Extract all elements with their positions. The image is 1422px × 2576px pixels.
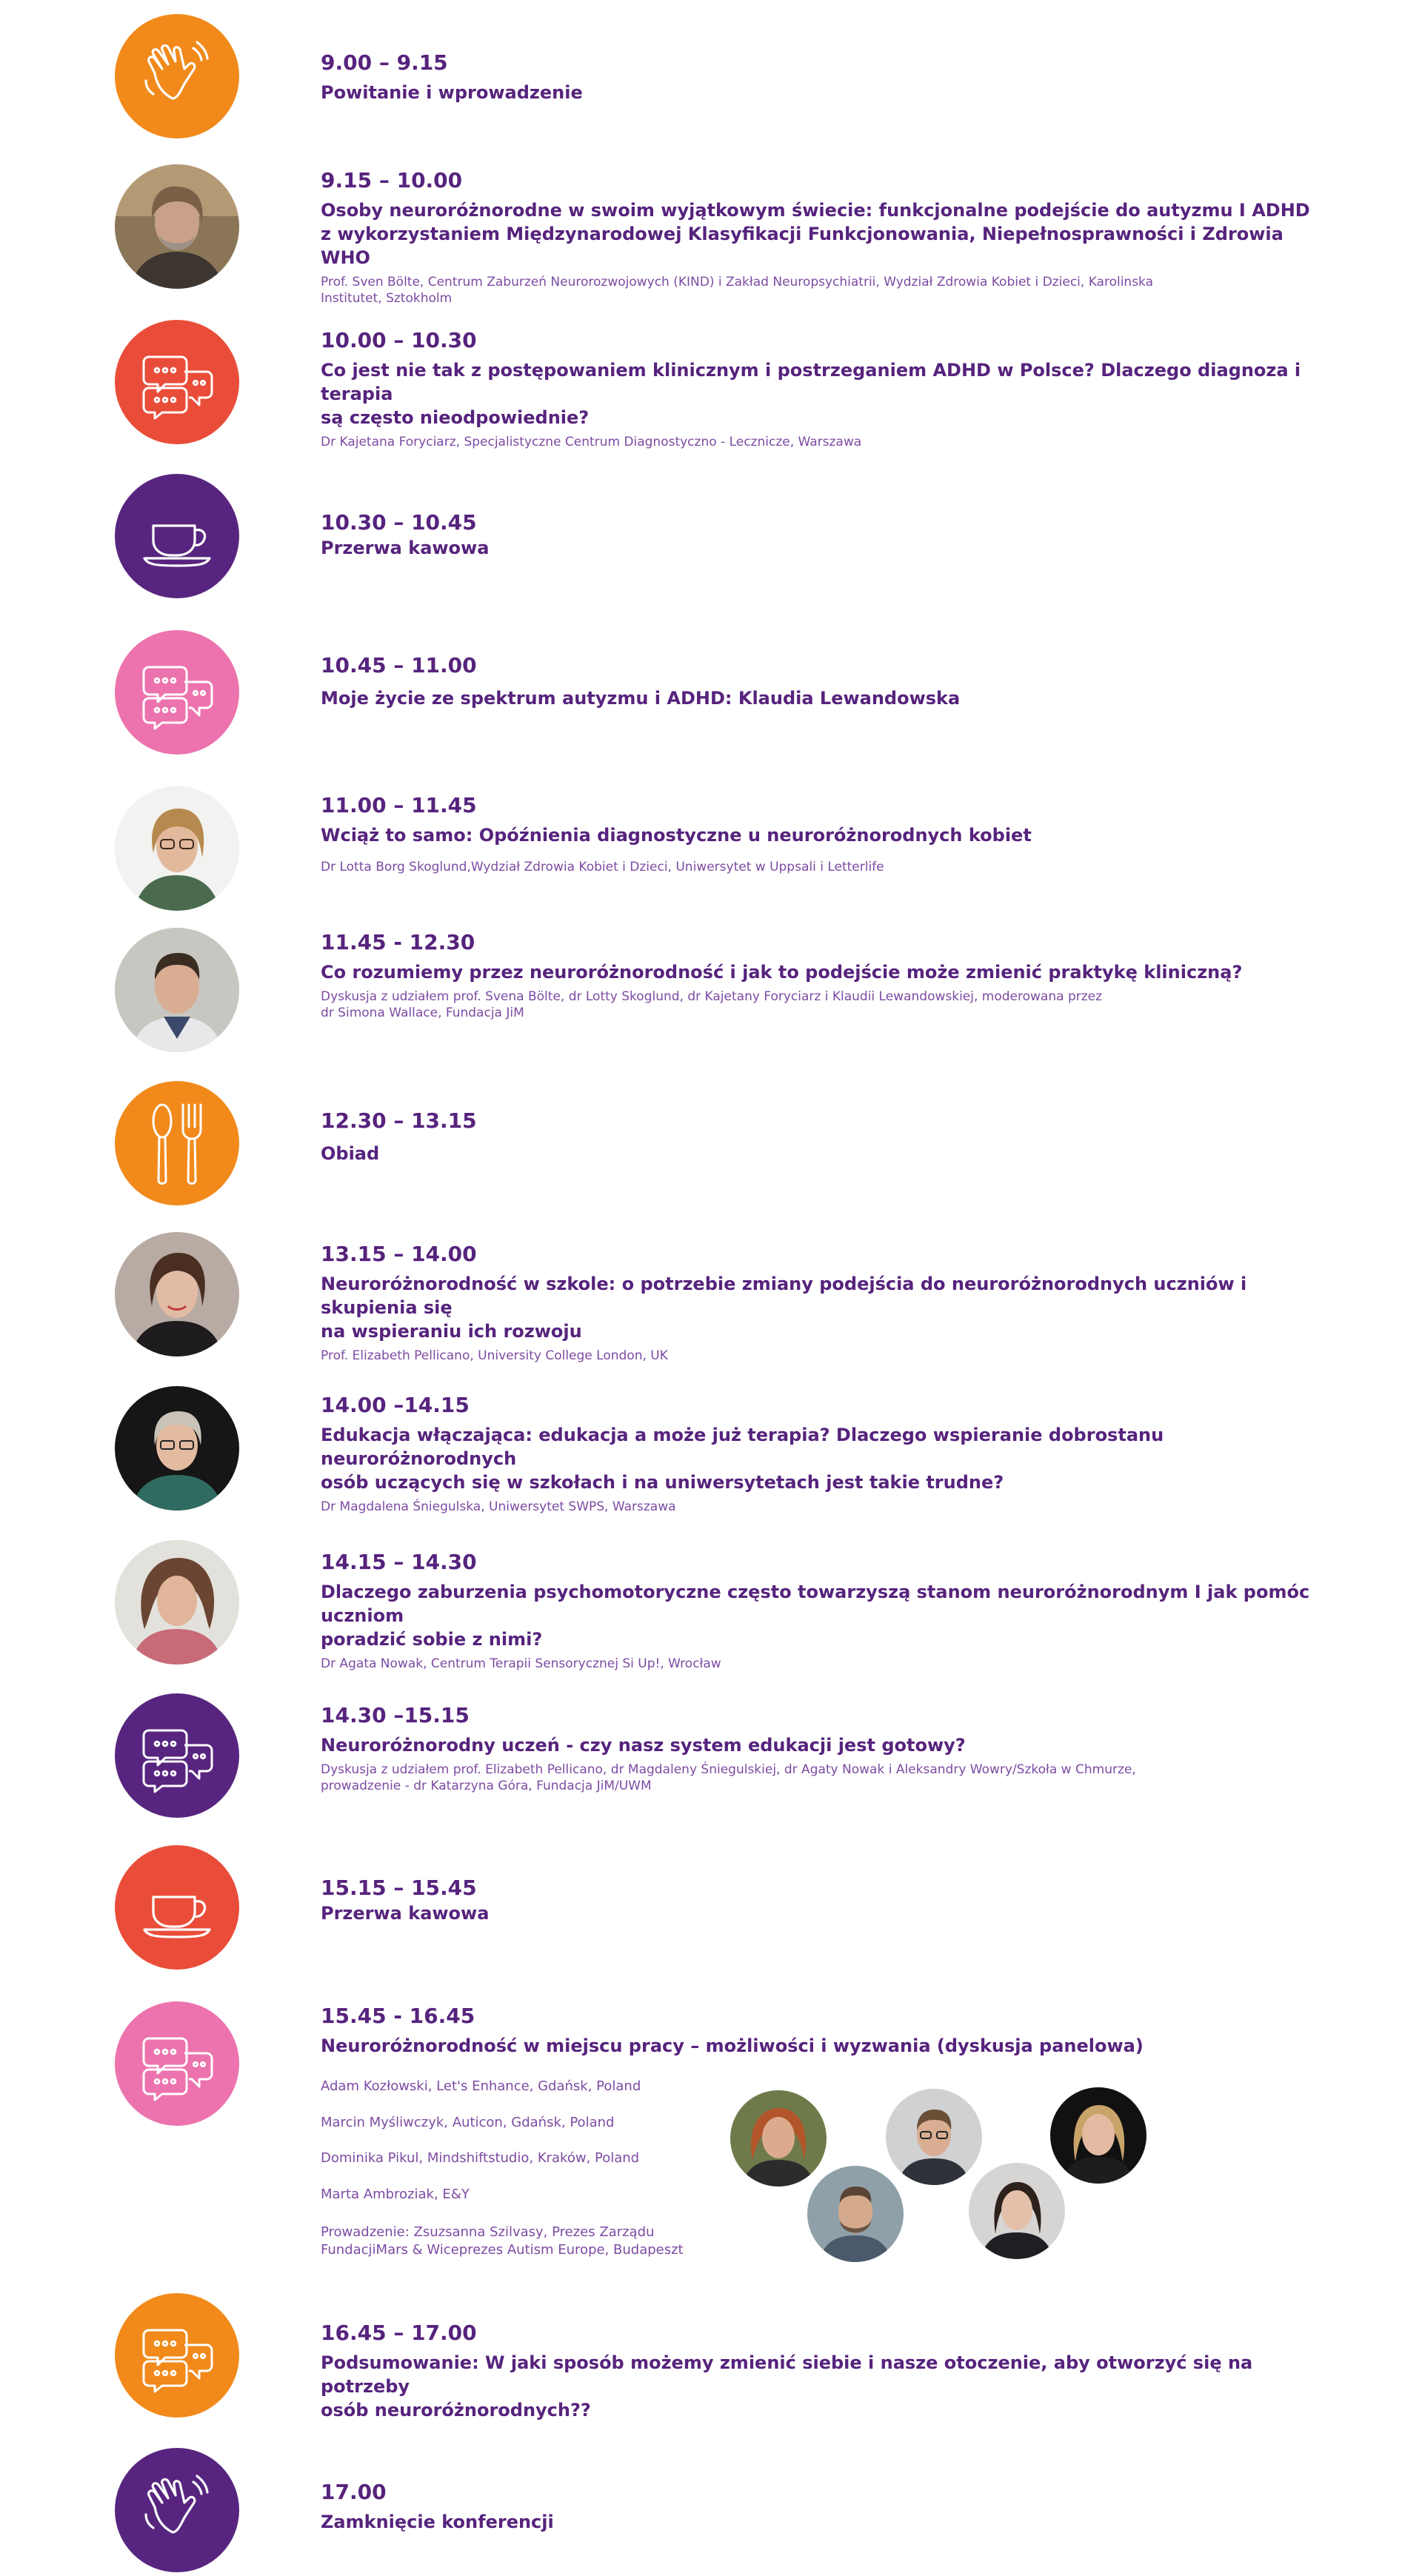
session-time: 11.45 - 12.30 bbox=[321, 930, 475, 954]
chat-bubbles-icon bbox=[115, 2001, 239, 2126]
speaker-photo-sven-boelte bbox=[115, 164, 239, 289]
moderator-line-2: FundacjiMars & Wiceprezes Autism Europe, Budapeszt bbox=[321, 2242, 684, 2258]
session-time: 17.00 bbox=[321, 2480, 387, 2504]
session-time: 14.30 –15.15 bbox=[321, 1703, 470, 1727]
session-speaker: Prof. Elizabeth Pellicano, University College London, UK bbox=[321, 1348, 668, 1363]
session-coffee-break-2 bbox=[0, 1845, 1422, 1970]
session-title: Powitanie i wprowadzenie bbox=[321, 82, 583, 103]
session-title: Moje życie ze spektrum autyzmu i ADHD: Klaudia Lewandowska bbox=[321, 688, 961, 709]
speaker-photo-magdalena-sniegulska bbox=[115, 1386, 239, 1511]
panelist-photo bbox=[886, 2089, 982, 2185]
speaker-photo-simon-wallace bbox=[115, 928, 239, 1052]
session-speaker-line-1: Dyskusja z udziałem prof. Svena Bölte, dr Lotty Skoglund, dr Kajetany Foryciarz i Klaudii Lewandowskiej, moderowana przez bbox=[321, 989, 1103, 1004]
session-time: 13.15 – 14.00 bbox=[321, 1242, 477, 1266]
moderator-line-1: Prowadzenie: Zsuzsanna Szilvasy, Prezes Zarządu bbox=[321, 2224, 655, 2240]
session-time: 14.00 –14.15 bbox=[321, 1393, 470, 1417]
session-time: 10.45 – 11.00 bbox=[321, 653, 477, 678]
cutlery-icon bbox=[115, 1081, 239, 1205]
panelist-name: Adam Kozłowski, Let's Enhance, Gdańsk, Poland bbox=[321, 2078, 641, 2094]
session-summary bbox=[0, 2293, 1422, 2421]
session-title-line-1: Podsumowanie: W jaki sposób możemy zmienić siebie i nasze otoczenie, aby otworzyć się na potrzeby bbox=[321, 2352, 1253, 2397]
chat-bubbles-icon bbox=[115, 1693, 239, 1818]
session-time: 9.00 – 9.15 bbox=[321, 50, 448, 75]
session-title: Neuroróżnorodność w miejscu pracy – możliwości i wyzwania (dyskusja panelowa) bbox=[321, 2035, 1144, 2056]
session-education-discussion bbox=[0, 1693, 1422, 1818]
hand-wave-icon bbox=[115, 2448, 239, 2572]
session-time: 16.45 – 17.00 bbox=[321, 2321, 477, 2345]
speaker-photo-agata-nowak bbox=[115, 1540, 239, 1665]
session-title-line-2: na wspieraniu ich rozwoju bbox=[321, 1321, 582, 1342]
session-speaker: Dr Magdalena Śniegulska, Uniwersytet SWPS, Warszawa bbox=[321, 1499, 676, 1514]
session-title-line-2: są często nieodpowiednie? bbox=[321, 407, 590, 428]
session-welcome bbox=[0, 14, 1422, 138]
speaker-photo-lotta-borg-skoglund bbox=[115, 786, 239, 911]
session-time: 14.15 – 14.30 bbox=[321, 1550, 477, 1574]
coffee-cup-icon bbox=[115, 1845, 239, 1970]
session-speaker-line-2: Institutet, Sztokholm bbox=[321, 291, 453, 306]
session-skoglund bbox=[0, 786, 1422, 908]
session-workplace-panel bbox=[0, 2001, 1422, 2268]
session-title-line-2: osób neuroróżnorodnych?? bbox=[321, 2400, 591, 2421]
session-time: 10.00 – 10.30 bbox=[321, 328, 477, 352]
session-speaker: Dr Lotta Borg Skoglund,Wydział Zdrowia Kobiet i Dzieci, Uniwersytet w Uppsali i Letterlife bbox=[321, 860, 884, 874]
chat-bubbles-icon bbox=[115, 2293, 239, 2418]
session-title: Neuroróżnorodny uczeń - czy nasz system edukacji jest gotowy? bbox=[321, 1735, 966, 1756]
session-time: 9.15 – 10.00 bbox=[321, 168, 463, 193]
session-speaker-line-2: dr Simona Wallace, Fundacja JiM bbox=[321, 1006, 524, 1020]
session-boelte bbox=[0, 164, 1422, 306]
session-lewandowska bbox=[0, 630, 1422, 756]
session-pellicano bbox=[0, 1232, 1422, 1363]
panelist-photo bbox=[969, 2163, 1065, 2259]
session-title: Przerwa kawowa bbox=[321, 538, 490, 558]
session-title-line-2: osób uczących się w szkołach i na uniwersytetach jest takie trudne? bbox=[321, 1472, 1004, 1493]
session-title-line-2: poradzić sobie z nimi? bbox=[321, 1629, 543, 1650]
session-time: 15.15 – 15.45 bbox=[321, 1876, 477, 1900]
session-coffee-break-1 bbox=[0, 474, 1422, 598]
session-title-line-1: Co jest nie tak z postępowaniem klinicznym i postrzeganiem ADHD w Polsce? Dlaczego diagnoza i terapia bbox=[321, 360, 1301, 404]
speaker-photo-elizabeth-pellicano bbox=[115, 1232, 239, 1356]
session-title-line-1: Osoby neuroróżnorodne w swoim wyjątkowym świecie: funkcjonalne podejście do autyzmu I ADHD bbox=[321, 200, 1310, 221]
session-time: 11.00 – 11.45 bbox=[321, 793, 477, 817]
coffee-cup-icon bbox=[115, 474, 239, 598]
panelist-name: Marta Ambroziak, E&Y bbox=[321, 2187, 470, 2202]
session-speaker: Dr Agata Nowak, Centrum Terapii Sensorycznej Si Up!, Wrocław bbox=[321, 1656, 721, 1671]
session-nowak bbox=[0, 1540, 1422, 1671]
session-speaker-line-2: prowadzenie - dr Katarzyna Góra, Fundacja JiM/UWM bbox=[321, 1779, 652, 1793]
session-time: 15.45 - 16.45 bbox=[321, 2004, 475, 2028]
session-time: 12.30 – 13.15 bbox=[321, 1108, 477, 1133]
session-title: Obiad bbox=[321, 1143, 380, 1164]
session-title: Przerwa kawowa bbox=[321, 1903, 490, 1924]
session-title: Wciąż to samo: Opóźnienia diagnostyczne u neuroróżnorodnych kobiet bbox=[321, 825, 1032, 846]
chat-bubbles-icon bbox=[115, 630, 239, 755]
session-title: Zamknięcie konferencji bbox=[321, 2512, 554, 2532]
panelist-name: Marcin Myśliwczyk, Auticon, Gdańsk, Poland bbox=[321, 2115, 615, 2130]
session-title: Co rozumiemy przez neuroróżnorodność i jak to podejście może zmienić praktykę kliniczną? bbox=[321, 962, 1243, 983]
session-title-line-1: Dlaczego zaburzenia psychomotoryczne często towarzyszą stanom neuroróżnorodnym I jak pomóc uczniom bbox=[321, 1582, 1310, 1626]
session-speaker-line-1: Dyskusja z udziałem prof. Elizabeth Pellicano, dr Magdaleny Śniegulskiej, dr Agaty Nowak i Aleksandry Wowry/Szkoła w Chmurze, bbox=[321, 1762, 1136, 1777]
hand-wave-icon bbox=[115, 14, 239, 138]
chat-bubbles-icon bbox=[115, 320, 239, 444]
session-closing bbox=[0, 2448, 1422, 2572]
session-neurodiversity-discussion bbox=[0, 928, 1422, 1051]
session-time: 10.30 – 10.45 bbox=[321, 510, 477, 535]
session-title-line-2: z wykorzystaniem Międzynarodowej Klasyfikacji Funkcjonowania, Niepełnosprawności i Zdrowia WHO bbox=[321, 224, 1284, 268]
session-speaker: Dr Kajetana Foryciarz, Specjalistyczne Centrum Diagnostyczno - Lecznicze, Warszawa bbox=[321, 435, 862, 449]
panelist-photo bbox=[730, 2090, 827, 2187]
session-speaker-line-1: Prof. Sven Bölte, Centrum Zaburzeń Neurorozwojowych (KIND) i Zakład Neuropsychiatrii, Wydział Zdrowia Kobiet i Dzieci, Karolinska bbox=[321, 275, 1154, 290]
session-title-line-1: Neuroróżnorodność w szkole: o potrzebie zmiany podejścia do neuroróżnorodnych uczniów i skupienia się bbox=[321, 1274, 1247, 1318]
session-title-line-1: Edukacja włączająca: edukacja a może już terapia? Dlaczego wspieranie dobrostanu neuroróżnorodnych bbox=[321, 1425, 1164, 1469]
session-snieguslka bbox=[0, 1386, 1422, 1514]
session-lunch bbox=[0, 1081, 1422, 1205]
session-foryciarz bbox=[0, 320, 1422, 449]
panelist-photo bbox=[807, 2166, 904, 2262]
panelist-name: Dominika Pikul, Mindshiftstudio, Kraków, Poland bbox=[321, 2150, 640, 2166]
panelist-photo bbox=[1050, 2087, 1146, 2184]
